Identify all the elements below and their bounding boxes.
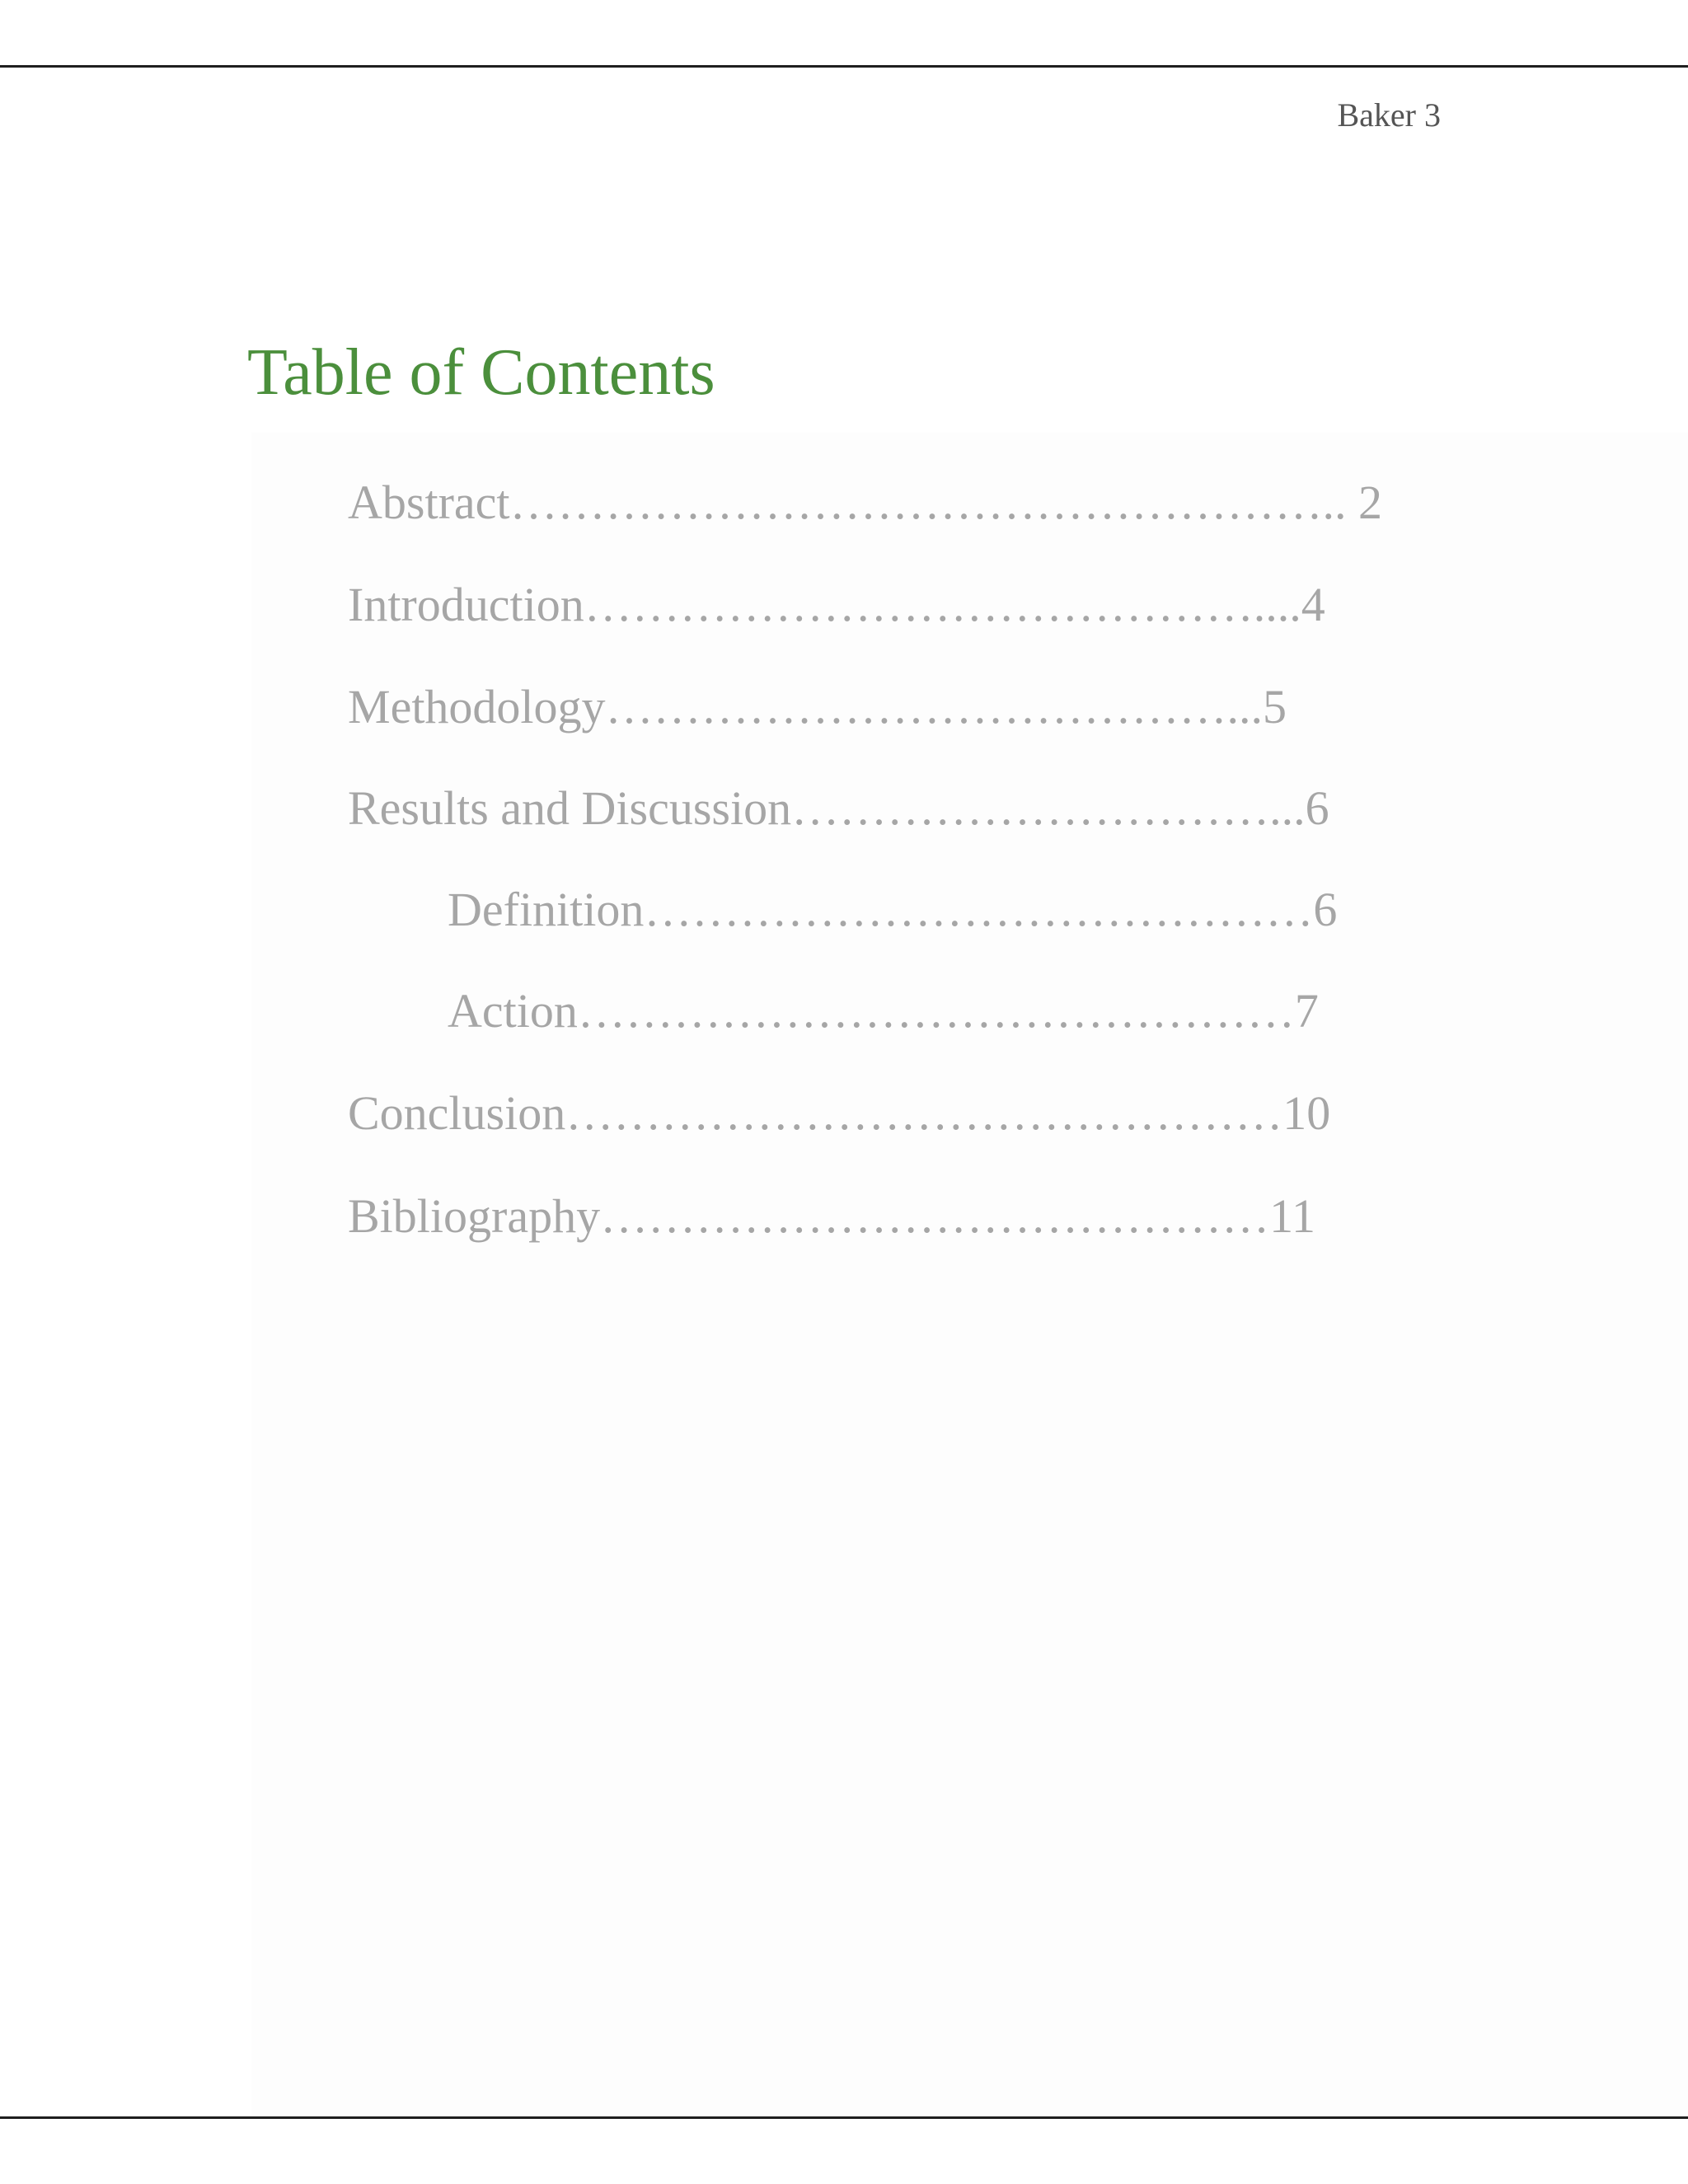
toc-entry-title: Introduction	[348, 578, 584, 631]
toc-entry-action[interactable]	[448, 984, 1319, 1038]
toc-page-number: 2	[1346, 476, 1382, 529]
toc-dot-leader: ………………………………………	[577, 984, 1295, 1038]
top-page-border	[0, 65, 1688, 68]
toc-entry-title: Definition	[448, 883, 645, 936]
toc-dot-leader: ……………………………………....	[584, 578, 1301, 631]
toc-entry-abstract[interactable]	[348, 476, 1382, 529]
toc-entry-title: Methodology	[348, 680, 606, 733]
toc-dot-leader: ……………………………………	[600, 1189, 1270, 1243]
toc-entry-conclusion[interactable]	[348, 1086, 1331, 1140]
toc-page-number: 5	[1263, 680, 1287, 733]
toc-page-number: 6	[1305, 781, 1329, 835]
toc-entry-bibliography[interactable]	[348, 1189, 1315, 1243]
toc-page-number: 10	[1282, 1086, 1331, 1140]
bottom-page-border	[0, 2116, 1688, 2119]
toc-page-number: 11	[1269, 1189, 1315, 1243]
toc-entry-title: Action	[448, 984, 578, 1038]
toc-heading: Table of Contents	[247, 336, 715, 409]
toc-entry-results-and-discussion[interactable]	[348, 781, 1329, 835]
toc-entry-title: Results and Discussion	[348, 781, 792, 835]
toc-page-number: 4	[1301, 578, 1325, 631]
toc-dot-leader: ……………………………………	[644, 883, 1314, 936]
toc-dot-leader: …………………………...	[791, 781, 1306, 835]
toc-dot-leader: …………………………………...	[605, 680, 1264, 733]
running-header: Baker 3	[1337, 96, 1441, 134]
toc-entry-title: Conclusion	[348, 1086, 566, 1140]
toc-page-number: 6	[1313, 883, 1338, 936]
toc-page-number: 7	[1294, 984, 1319, 1038]
toc-entry-methodology[interactable]	[348, 680, 1287, 733]
toc-entry-introduction[interactable]	[348, 578, 1325, 631]
toc-dot-leader: ……………………………………………..	[509, 476, 1347, 529]
toc-entry-title: Bibliography	[348, 1189, 601, 1243]
toc-entry-definition[interactable]	[448, 883, 1338, 936]
toc-dot-leader: ………………………………………	[565, 1086, 1283, 1140]
toc-entry-title: Abstract	[348, 476, 510, 529]
